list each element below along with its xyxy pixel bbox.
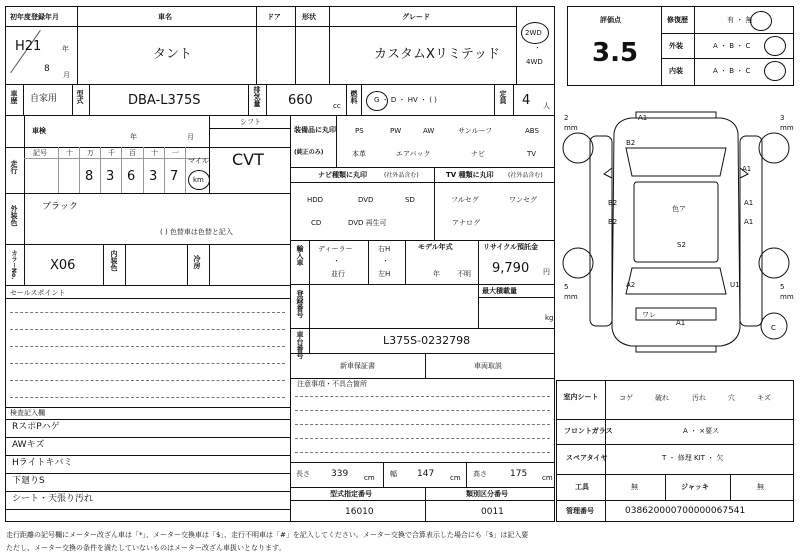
car-diagram (556, 98, 796, 368)
seat-option: コゲ (619, 394, 633, 402)
repair-circle (750, 11, 772, 31)
chassis-label: 車台番号 (296, 331, 304, 359)
height: 175 (510, 469, 528, 479)
diagram-mark: A1 (744, 199, 754, 207)
tv-item: アナログ (452, 219, 480, 227)
drive-dot: ・ (534, 44, 541, 52)
color-no-label: カラーNo. (10, 250, 17, 280)
model: DBA-L375S (128, 93, 201, 108)
repair-label: 修復歴 (667, 16, 688, 24)
displacement-label: 排気量 (253, 86, 261, 107)
height-unit: cm (542, 474, 553, 482)
shift-label: シフト (240, 118, 261, 126)
class-label: 類別区分番号 (466, 490, 508, 498)
reg-label: 登録番号 (296, 290, 304, 318)
import-dot2: ・ (382, 257, 389, 265)
diagram-mark: A1 (742, 165, 752, 173)
color-no: X06 (50, 258, 76, 273)
door-label: ドア (267, 13, 281, 21)
model-year: 不明 (457, 270, 471, 278)
footer-line2: ただし、メーター交換の条件を満たしていないものはメーター改ざん車扱いとなります。 (6, 544, 286, 552)
wheel-c: C (771, 324, 776, 332)
first-reg-year-unit: 年 (62, 45, 69, 53)
equipment-item: エアバック (396, 150, 431, 158)
mgmt-label: 管理番号 (566, 507, 594, 515)
inspector-line: シート・天張り汚れ (12, 494, 94, 504)
diagram-mark: A1 (676, 319, 686, 327)
mileage-digit: 3 (106, 169, 115, 184)
tire-mm: mm (564, 124, 578, 132)
equipment-item: ABS (525, 127, 539, 135)
tools: 無 (631, 483, 638, 491)
tire-label: 5 (564, 283, 569, 291)
diagram-mark: ワレ (642, 311, 656, 319)
mileage-unit-label: 一 (172, 149, 179, 157)
mileage-unit-label: 十 (151, 149, 158, 157)
length-unit: cm (364, 474, 375, 482)
equipment-item: ナビ (471, 150, 485, 158)
navi-item: DVD 再生可 (348, 219, 387, 227)
interior-label: 内装 (669, 67, 683, 75)
color-label: 外装色 (10, 205, 18, 226)
first-reg-label: 初年度登録年月 (10, 13, 59, 21)
diagram-mark: A1 (638, 114, 648, 122)
height-label: 高さ (473, 470, 487, 478)
navi-item: DVD (358, 196, 374, 204)
inspector-label: 検査記入欄 (10, 409, 45, 417)
grade-label: グレード (402, 13, 430, 21)
diagram-mark: B2 (608, 218, 618, 226)
model-label: 型式 (76, 90, 84, 104)
diagram-mark: A2 (626, 281, 636, 289)
chassis: L375S-0232798 (383, 334, 471, 347)
score: 3.5 (592, 38, 639, 68)
usage-label: 車歴 (10, 90, 18, 104)
mileage-unit-label: 千 (108, 149, 115, 157)
import-dealer: ディーラー (318, 245, 353, 253)
jack-label: ジャッキ (681, 483, 709, 491)
fuel-label: 燃料 (350, 90, 358, 104)
caution-label: 注意事項・不具合箇所 (297, 380, 367, 388)
glass-label: フロントガラス (564, 427, 613, 435)
exterior-label: 外装 (669, 42, 683, 50)
first-reg-era: H21 (15, 39, 42, 54)
diagram-mark: 色ア (672, 205, 686, 213)
seat-option: 汚れ (692, 394, 706, 402)
mgmt: 038620000700000067541 (625, 506, 746, 516)
grade: カスタムXリミテッド (374, 47, 500, 62)
inspector-line-rule (5, 437, 290, 438)
seat-option: キズ (757, 394, 771, 402)
inspection-label: 車検 (32, 127, 46, 135)
glass-options: A ・ ×要ス (683, 427, 720, 435)
mileage-unit-label: 十 (66, 149, 73, 157)
navi-item: CD (311, 219, 322, 227)
car-name: タント (153, 47, 193, 62)
import-label: 輸入車 (296, 245, 304, 266)
drive-2wd: 2WD (525, 29, 542, 37)
width: 147 (417, 469, 435, 479)
class: 0011 (481, 507, 504, 517)
shape-label: 形状 (302, 13, 316, 21)
score-label: 評価点 (600, 16, 621, 24)
interior-options: A ・ B ・ C (713, 67, 751, 75)
navi-label: ナビ種類に丸印 (318, 171, 367, 179)
fuel-options: G ・ D ・ HV ・ ( ) (374, 96, 437, 104)
navi-item: SD (405, 196, 415, 204)
inspector-line: RスポPハゲ (12, 422, 60, 432)
car-name-label: 車名 (158, 13, 172, 21)
tv-sub: (社外品含む) (508, 172, 543, 179)
tire-mm: mm (564, 293, 578, 301)
mileage-unit-label: 万 (87, 149, 94, 157)
max-load-label: 最大積載量 (482, 287, 517, 295)
tv-item: ワンセグ (509, 196, 537, 204)
inspector-line-rule (5, 509, 290, 510)
tire-mm: mm (780, 293, 794, 301)
capacity-unit: 人 (543, 102, 550, 110)
width-unit: cm (450, 474, 461, 482)
mileage-digit: 7 (170, 169, 179, 184)
inspection-year: 年 (130, 133, 137, 141)
spare-label: スペアタイヤ (566, 454, 608, 462)
first-reg-month-unit: 月 (63, 71, 70, 79)
diagram-mark: S2 (677, 241, 686, 249)
equipment-item: TV (527, 150, 537, 158)
designation-label: 型式指定番号 (330, 490, 372, 498)
inspector-line-rule (5, 473, 290, 474)
inspector-line-rule (5, 491, 290, 492)
length-label: 長さ (296, 470, 310, 478)
tire-label: 5 (780, 283, 785, 291)
tire-mm: mm (780, 124, 794, 132)
recycle-unit: 円 (543, 268, 550, 276)
mileage-label: 走行 (10, 160, 18, 174)
sales-point-label: セールスポイント (10, 289, 66, 297)
spare-options: T ・ 修理 KIT ・ 欠 (662, 454, 724, 462)
color-note: ( ) 色替車は色替と記入 (160, 228, 233, 236)
import-dealer-sub: 並行 (331, 270, 345, 278)
new-warranty: 新車保証書 (340, 362, 375, 370)
tv-item: フルセグ (451, 196, 479, 204)
seat-option: 破れ (655, 394, 669, 402)
first-reg-month: 8 (44, 64, 50, 74)
inspector-line: 下廻りS (12, 476, 45, 486)
import-dot: ・ (333, 257, 340, 265)
equipment-item: サンルーフ (458, 127, 493, 135)
diagram-mark: A1 (744, 218, 754, 226)
mileage-digit: 8 (85, 169, 94, 184)
mileage-unit-label: 百 (129, 149, 136, 157)
designation: 16010 (345, 507, 374, 517)
inspection-month: 月 (187, 133, 194, 141)
equipment-item: PW (390, 127, 402, 135)
tire-label: 2 (564, 114, 569, 122)
inspector-line-rule (5, 455, 290, 456)
color-value: ブラック (42, 202, 78, 212)
import-left: 左H (378, 270, 391, 278)
max-load-unit: kg (545, 314, 554, 322)
tv-label: TV 種類に丸印 (446, 171, 494, 179)
exterior-options: A ・ B ・ C (713, 42, 751, 50)
width-label: 幅 (390, 470, 397, 478)
displacement: 660 (288, 93, 313, 108)
tools-label: 工具 (575, 483, 589, 491)
seat-option: 穴 (728, 394, 735, 402)
mileage-digit: 6 (127, 169, 136, 184)
ac-label: 冷房 (193, 255, 201, 269)
navi-item: HDD (307, 196, 324, 204)
mileage-unit-label: 記号 (33, 149, 47, 157)
shift: CVT (232, 150, 264, 169)
model-year-unit: 年 (433, 270, 440, 278)
usage: 自家用 (30, 94, 58, 104)
mileage-unit: km (193, 176, 204, 184)
jack: 無 (757, 483, 764, 491)
equipment-item: AW (423, 127, 435, 135)
tire-label: 3 (780, 114, 785, 122)
navi-sub: (社外品含む) (384, 172, 419, 179)
equipment-sublabel: (純正のみ) (294, 149, 324, 156)
mile-label: マイル (188, 157, 209, 165)
import-right: 右H (378, 245, 391, 253)
diagram-mark: B2 (608, 199, 618, 207)
manual: 車両取説 (474, 362, 502, 370)
recycle-label: リサイクル預託金 (483, 243, 539, 251)
model-year-label: モデル年式 (418, 243, 453, 251)
drive-4wd: 4WD (526, 58, 543, 66)
capacity-label: 定員 (499, 90, 507, 104)
equipment-label: 装備品に丸印 (294, 126, 336, 134)
equipment-item: PS (355, 127, 364, 135)
repair-options: 有 ・ 無 (727, 16, 753, 24)
interior-color-label: 内装色 (110, 250, 118, 271)
interior-circle (764, 61, 786, 81)
equipment-item: 本革 (352, 150, 366, 158)
displacement-unit: cc (333, 102, 341, 110)
exterior-circle (764, 36, 786, 56)
footer-line1: 走行距離の記号欄にメーター改ざん車は「*」、メーター交換車は「$」、走行不明車は「#」を記入してください。メーター交換で合算表示した場合にも「$」は記入要 (6, 531, 529, 539)
length: 339 (331, 469, 349, 479)
inspector-line: Hライトキバミ (12, 458, 73, 468)
capacity: 4 (522, 93, 531, 108)
recycle: 9,790 (492, 261, 530, 276)
seat-label: 室内シート (563, 393, 599, 401)
inspector-line: AWキズ (12, 440, 45, 450)
diagram-mark: B2 (626, 139, 636, 147)
diagram-mark: U1 (730, 281, 740, 289)
mileage-digit: 3 (149, 169, 158, 184)
